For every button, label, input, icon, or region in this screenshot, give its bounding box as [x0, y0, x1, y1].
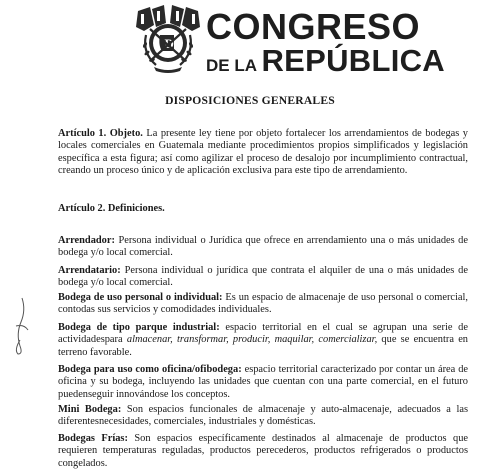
- definition-text: Persona individual o jurídica que contrata el alquiler de una o más unidades de bodega y/o local comercial.: [58, 265, 468, 289]
- definition-bodega-personal: [58, 292, 468, 317]
- definition-text: Son espacios específicamente destinados al almacenaje de productos que requieren temperaturas reguladas, productos perecederos, productos refrigerados o productos congelados.: [58, 433, 468, 469]
- definition-bodegas-frias: [58, 433, 468, 470]
- article-1-heading: Artículo 1. Objeto.: [58, 128, 143, 139]
- definition-text: Persona individual o Jurídica que ofrece en arrendamiento una o más unidades de bodega y/o local comercial.: [58, 235, 468, 259]
- definition-arrendatario: [58, 265, 468, 290]
- definition-text: que se encuentra en terreno favorable.: [58, 334, 468, 358]
- definition-term: Arrendador:: [58, 235, 115, 246]
- article-1-paragraph: [58, 128, 468, 178]
- definition-term: Bodega de tipo parque industrial:: [58, 322, 220, 333]
- definition-term: Bodega de uso personal o individual:: [58, 292, 223, 303]
- definition-term: Arrendatario:: [58, 265, 121, 276]
- definition-text: espacio territorial en el cual se agrupan una serie de actividadespara: [58, 322, 468, 346]
- svg-text:D: D: [164, 36, 174, 51]
- definition-term: Mini Bodega:: [58, 404, 122, 415]
- handwritten-margin-mark: [4, 296, 38, 356]
- definition-arrendador: [58, 235, 468, 260]
- congress-wordmark: [206, 8, 445, 82]
- definition-text: espacio territorial caracterizado por contar un área de oficina y su bodega, incluyendo las unidades que cuentan con una parte comercial, en el futuro puedenseguir innovándose los conceptos.: [58, 364, 468, 400]
- letterhead: [0, 0, 500, 80]
- definition-bodega-parque-industrial: [58, 322, 468, 359]
- article-2-heading: Artículo 2. Definiciones.: [58, 203, 165, 214]
- definition-text: Es un espacio de almacenaje de uso personal o comercial, contodas sus servicios y comodidades individuales.: [58, 292, 468, 316]
- definition-italic-text: almacenar, transformar, producir, maquilar, comercializar,: [126, 334, 378, 346]
- definition-text: Son espacios funcionales de almacenaje y auto-almacenaje, adecuados a las diferentesnecesidades, comerciales, industriales y domésticas.: [58, 404, 468, 428]
- wordmark-de-la: DE LA: [206, 56, 257, 75]
- congress-seal-logo: [130, 5, 206, 75]
- section-title: DISPOSICIONES GENERALES: [165, 94, 335, 107]
- article-1-text: La presente ley tiene por objeto fortalecer los arrendamientos de bodegas y locales comerciales en Guatemala mediante procedimientos propios simplificados y legislación específica a esta figura; así como agilizar el proceso de desalojo por incumplimiento contractual, creando un proceso único y de aplicación exclusiva para este tipo de arrendamiento.: [58, 128, 468, 177]
- wordmark-republica: REPÚBLICA: [261, 43, 445, 78]
- definition-term: Bodegas Frías:: [58, 433, 128, 444]
- definition-term: Bodega para uso como oficina/ofibodega:: [58, 364, 242, 375]
- wordmark-congreso: CONGRESO: [206, 6, 421, 47]
- definition-mini-bodega: [58, 404, 468, 429]
- definition-ofibodega: [58, 364, 468, 401]
